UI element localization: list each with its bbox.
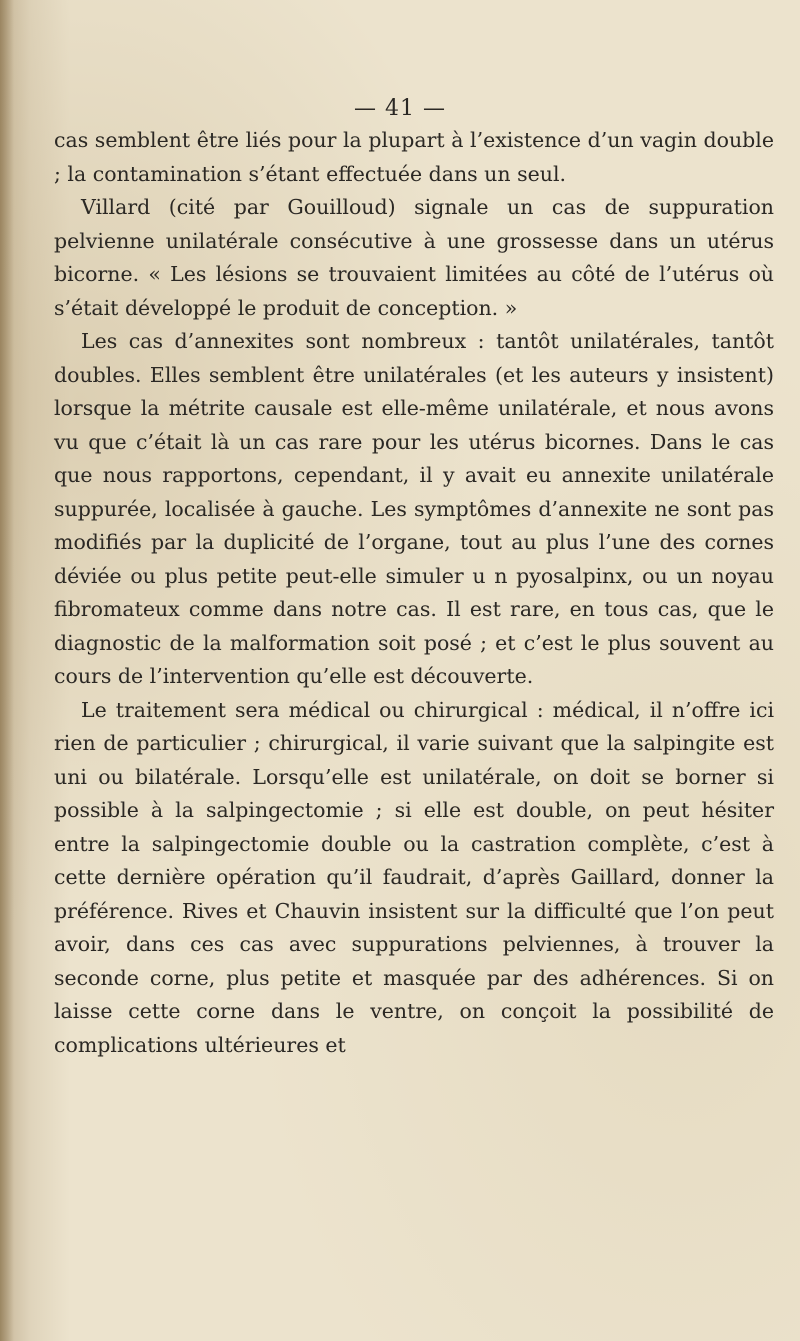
paragraph-4: Le traitement sera médical ou chirurgical : médical, il n’offre ici rien de particulier ; chirurgical, il varie suivant que la salpingite est uni ou bilatérale. Lorsqu’elle est unilatérale, on doit se borner si possible à la salpingectomie ; si elle est double, on peut hésiter entre la salpingectomie double ou la castration complète, c’est à cette dernière opération qu’il faudrait, d’après Gaillard, donner la préférence. Rives et Chauvin insistent sur la difficulté que l’on peut avoir, dans ces cas avec suppurations pelviennes, à trouver la seconde corne, plus petite et masquée par des adhérences. Si on laisse cette corne dans le ventre, on conçoit la possibilité de complications ultérieures et (54, 697, 774, 1057)
paragraph-3: Les cas d’annexites sont nombreux : tantôt unilatérales, tantôt doubles. Elles semblent être unilatérales (et les auteurs y insistent) lorsque la métrite causale est elle-même unilatérale, et nous avons vu que c’était là un cas rare pour les utérus bicornes. Dans le cas que nous rapportons, cependant, il y avait eu annexite unilatérale suppurée, localisée à gauche. Les symptômes d’annexite ne sont pas modifiés par la duplicité de l’organe, tout au plus l’une des cornes déviée ou plus petite peut-elle simuler u n pyosalpinx, ou un noyau fibromateux comme dans notre cas. Il est rare, en tous cas, que le diagnostic de la malformation soit posé ; et c’est le plus souvent au cours de l’intervention qu’elle est découverte. (54, 329, 774, 688)
paragraph-2: Villard (cité par Gouilloud) signale un cas de suppuration pelvienne unilatérale consécutive à une grossesse dans un utérus bicorne. « Les lésions se trouvaient limitées au côté de l’utérus où s’était développé le produit de conception. » (54, 195, 774, 320)
paragraph-1: cas semblent être liés pour la plupart à l’existence d’un vagin double ; la contamination s’étant effectuée dans un seul. (54, 128, 774, 186)
body-text (54, 124, 774, 1062)
page-number: — 41 — (354, 96, 446, 121)
page-edge-shadow (0, 0, 14, 1341)
